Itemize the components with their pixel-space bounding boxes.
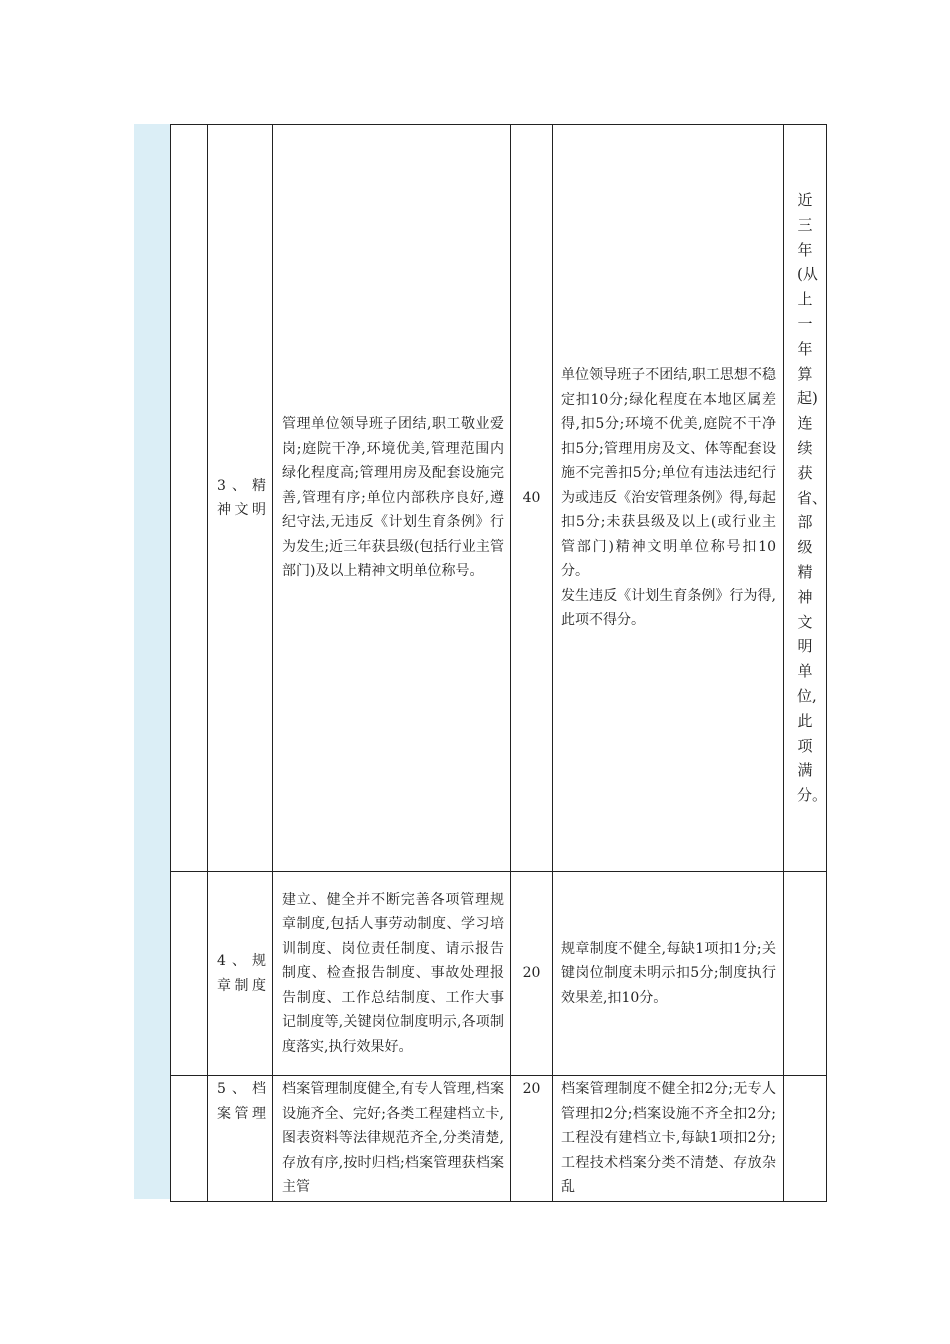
standard-text: 档案管理制度健全,有专人管理,档案设施齐全、完好;各类工程建档立卡,图表资料等法律规范齐全,分类清楚,存放有序,按时归档;档案管理获档案主管 <box>282 1081 504 1195</box>
blank-cell <box>171 872 208 1076</box>
score-cell <box>511 1076 553 1202</box>
score-cell <box>511 872 553 1076</box>
item-cell <box>208 125 273 872</box>
row-band <box>134 124 170 1199</box>
standard-cell <box>273 125 511 872</box>
score-value: 40 <box>522 489 541 506</box>
deduction-cell <box>553 1076 784 1202</box>
standard-cell <box>273 1076 511 1202</box>
deduction-cell <box>553 872 784 1076</box>
deduction-note: 发生违反《计划生育条例》行为得,此项不得分。 <box>561 587 776 629</box>
score-value: 20 <box>522 965 541 982</box>
deduction-text: 单位领导班子不团结,职工思想不稳定扣10分;绿化程度在本地区属差得,扣5分;环境不优美,庭院不干净扣5分;管理用房及文、体等配套设施不完善扣5分;单位有违法违纪行为或违反《治安管理条例》得,每起扣5分;未获县级及以上(或行业主管部门)精神文明单位称号扣10分。 <box>561 367 776 580</box>
deduction-text: 规章制度不健全,每缺1项扣1分;关键岗位制度未明示扣5分;制度执行效果差,扣10分。 <box>561 940 776 1006</box>
remark-cell <box>784 872 827 1076</box>
table-row <box>171 1076 827 1202</box>
item-name: 4、规章制度 <box>217 953 266 994</box>
blank-cell <box>171 1076 208 1202</box>
standard-text: 建立、健全并不断完善各项管理规章制度,包括人事劳动制度、学习培训制度、岗位责任制度、请示报告制度、检查报告制度、事故处理报告制度、工作总结制度、工作大事记制度等,关键岗位制度明示,各项制度落实,执行效果好。 <box>282 891 504 1055</box>
item-cell <box>208 1076 273 1202</box>
item-name: 5、档案管理 <box>217 1081 266 1122</box>
assessment-table <box>170 124 827 1202</box>
table-row <box>171 125 827 872</box>
item-cell <box>208 872 273 1076</box>
blank-cell <box>171 125 208 872</box>
remark-cell <box>784 125 827 872</box>
score-value: 20 <box>522 1081 541 1097</box>
standard-text: 管理单位领导班子团结,职工敬业爱岗;庭院干净,环境优美,管理范围内绿化程度高;管理用房及配套设施完善,管理有序;单位内部秩序良好,遵纪守法,无违反《计划生育条例》行为发生;近三年获县级(包括行业主管部门)及以上精神文明单位称号。 <box>282 416 504 580</box>
deduction-cell <box>553 125 784 872</box>
remark-cell <box>784 1076 827 1202</box>
item-name: 3、精神文明 <box>217 477 266 518</box>
deduction-text: 档案管理制度不健全扣2分;无专人管理扣2分;档案设施不齐全扣2分;工程没有建档立卡,每缺1项扣2分;工程技术档案分类不清楚、存放杂乱 <box>561 1081 776 1195</box>
score-cell <box>511 125 553 872</box>
table-row <box>171 872 827 1076</box>
remark-text: 近三年(从上一年算起)连续获省、部级精神文明单位,此项满分。 <box>797 191 828 805</box>
standard-cell <box>273 872 511 1076</box>
